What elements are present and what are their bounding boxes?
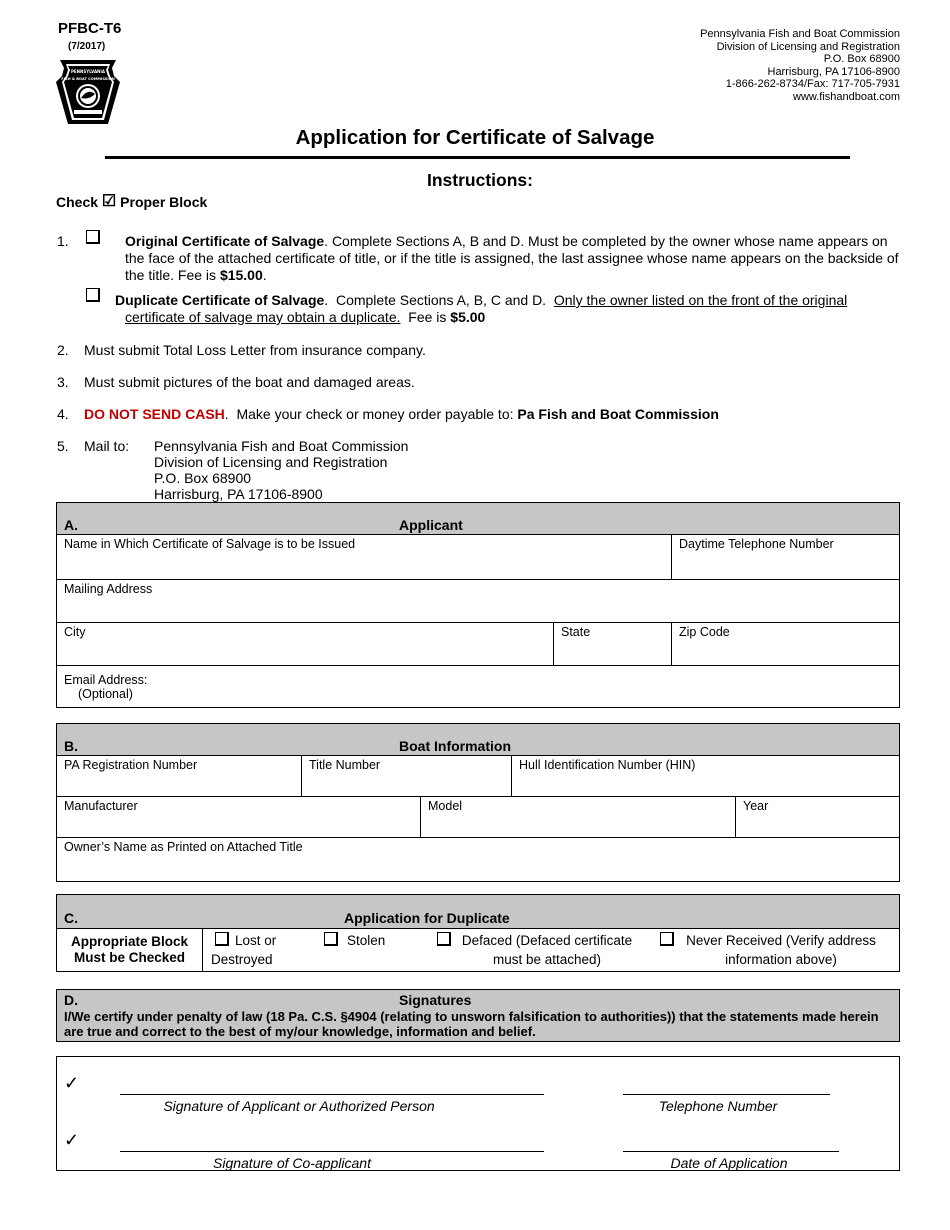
agency-line: 1-866-262-8734/Fax: 717-705-7931 (725, 78, 900, 91)
item-payment (84, 406, 719, 423)
item-number: 2. (57, 342, 69, 358)
checkmark-icon: ✓ (64, 1073, 80, 1093)
mail-to-address (154, 438, 408, 502)
item-number: 5. (57, 438, 69, 454)
applicant-name-field[interactable] (57, 535, 671, 579)
section-title: Boat Information (399, 738, 511, 754)
block-label: Must be Checked (73, 950, 186, 965)
field-label: Email Address: (64, 673, 148, 687)
form-date: (7/2017) (68, 41, 106, 52)
option-text: Never Received (Verify address (686, 933, 876, 948)
title-divider (105, 156, 850, 159)
item-original-salvage (125, 233, 900, 284)
item-pictures: Must submit pictures of the boat and damaged areas. (84, 374, 415, 390)
option-text: Destroyed (211, 952, 273, 967)
agency-line: Pennsylvania Fish and Boat Commission (700, 28, 900, 40)
item1-fee: $15.00 (219, 267, 263, 283)
field-label: Manufacturer (64, 799, 138, 813)
checked-box-icon: ☑ (101, 193, 117, 210)
field-label: Zip Code (679, 625, 730, 639)
manufacturer-field[interactable] (57, 797, 420, 837)
section-letter: D. (64, 992, 78, 1008)
mailing-address-field[interactable] (57, 580, 899, 622)
owner-name-field[interactable] (57, 838, 899, 881)
block-label: Appropriate Block (70, 934, 189, 949)
boat-row-owner (57, 838, 899, 881)
item1b-text: . Complete Sections A, B, C and D. (324, 292, 554, 308)
field-label: Owner’s Name as Printed on Attached Title (64, 840, 303, 854)
item-duplicate-salvage (115, 292, 847, 309)
field-label: City (64, 625, 86, 639)
item-loss-letter: Must submit Total Loss Letter from insurance company. (84, 342, 426, 358)
section-letter: A. (64, 517, 78, 533)
zip-code-field[interactable] (671, 623, 899, 665)
co-applicant-signature-label: Signature of Co-applicant (213, 1155, 371, 1171)
daytime-phone-field[interactable] (671, 535, 899, 579)
checkmark-icon: ✓ (64, 1130, 80, 1150)
never-received-label (677, 931, 885, 969)
check-suffix: Proper Block (120, 194, 208, 210)
mail-line: Pennsylvania Fish and Boat Commission (154, 438, 409, 454)
registration-number-field[interactable] (57, 756, 301, 796)
section-letter: B. (64, 738, 78, 754)
section-header (57, 503, 899, 535)
field-label: Title Number (309, 758, 381, 772)
field-label: Model (428, 799, 463, 813)
lost-destroyed-label (211, 931, 276, 969)
email-field[interactable] (57, 666, 899, 707)
duplicate-reason-row (57, 929, 899, 972)
item-number: 1. (57, 233, 69, 249)
item-duplicate-salvage-cont (125, 309, 485, 326)
duplicate-salvage-checkbox[interactable] (86, 288, 100, 302)
item1b-fee: $5.00 (450, 309, 486, 325)
keystone-logo-icon (56, 58, 120, 124)
agency-line: Harrisburg, PA 17106-8900 (767, 65, 900, 78)
mail-to-label: Mail to: (84, 438, 130, 454)
section-application-duplicate (56, 894, 900, 972)
section-applicant (56, 502, 900, 708)
check-proper-block (56, 192, 207, 212)
applicant-row-address (57, 580, 899, 623)
state-field[interactable] (553, 623, 671, 665)
field-label: Daytime Telephone Number (679, 537, 834, 551)
item-number: 4. (57, 406, 69, 422)
city-field[interactable] (57, 623, 553, 665)
section-title: Applicant (399, 517, 463, 533)
logo-text-top: PENNSYLVANIA (71, 69, 105, 74)
check-prefix: Check (56, 194, 99, 210)
date-line[interactable] (623, 1151, 839, 1152)
agency-line: P.O. Box 68900 (823, 53, 900, 66)
signature-block (56, 1056, 900, 1171)
section-title: Application for Duplicate (344, 910, 510, 926)
mail-line: Division of Licensing and Registration (154, 454, 388, 470)
option-text: must be attached) (492, 952, 602, 967)
agency-address (700, 28, 900, 104)
date-label: Date of Application (670, 1155, 788, 1171)
logo-text-mid: FISH & BOAT COMMISSION (61, 77, 115, 81)
applicant-signature-line[interactable] (120, 1094, 544, 1095)
boat-row-make (57, 797, 899, 838)
co-applicant-signature-line[interactable] (120, 1151, 544, 1152)
section-signatures-header (56, 989, 900, 1042)
no-cash-warning: DO NOT SEND CASH (84, 406, 225, 422)
field-label: State (561, 625, 591, 639)
agency-line: Division of Licensing and Registration (716, 40, 900, 53)
hin-field[interactable] (511, 756, 899, 796)
stolen-checkbox[interactable] (324, 932, 338, 946)
applicant-row-email (57, 666, 899, 707)
applicant-row-city (57, 623, 899, 666)
field-label: Name in Which Certificate of Salvage is to be Issued (64, 537, 356, 551)
item1b-underline-2: certificate of salvage may obtain a duplicate. (125, 309, 401, 325)
option-text: information above) (725, 952, 837, 967)
applicant-signature-label: Signature of Applicant or Authorized Person (163, 1098, 435, 1114)
section-boat-information (56, 723, 900, 882)
page-title: Application for Certificate of Salvage (295, 126, 655, 149)
stolen-label: Stolen (347, 933, 386, 948)
payee: Pa Fish and Boat Commission (517, 406, 719, 422)
field-label: Hull Identification Number (HIN) (519, 758, 696, 772)
defaced-checkbox[interactable] (437, 932, 451, 946)
mail-line: P.O. Box 68900 (154, 470, 252, 486)
model-field[interactable] (420, 797, 735, 837)
boat-row-ids (57, 756, 899, 797)
defaced-label (455, 931, 639, 969)
telephone-label: Telephone Number (658, 1098, 778, 1114)
mail-line: Harrisburg, PA 17106-8900 (154, 486, 323, 502)
item1-end: . (262, 267, 267, 283)
agency-line: www.fishandboat.com (793, 90, 900, 103)
original-salvage-checkbox[interactable] (86, 230, 100, 244)
never-received-checkbox[interactable] (660, 932, 674, 946)
block-instruction (57, 929, 203, 972)
field-note: (Optional) (78, 687, 133, 701)
form-code: PFBC-T6 (58, 20, 122, 37)
applicant-row-name (57, 535, 899, 580)
field-label: PA Registration Number (64, 758, 198, 772)
year-field[interactable] (735, 797, 899, 837)
title-number-field[interactable] (301, 756, 511, 796)
field-label: Year (743, 799, 769, 813)
section-header (57, 724, 899, 756)
section-letter: C. (64, 910, 78, 926)
option-text: Lost or (235, 933, 277, 948)
instructions-heading: Instructions: (427, 170, 533, 190)
section-title: Signatures (399, 992, 472, 1008)
item1-bold: Original Certificate of Salvage (125, 233, 325, 249)
item1b-fee-label: Fee is (400, 309, 451, 325)
option-text: Defaced (Defaced certificate (461, 933, 633, 948)
item1b-bold: Duplicate Certificate of Salvage (115, 292, 325, 308)
telephone-line[interactable] (623, 1094, 830, 1095)
item4-text: . Make your check or money order payable to: (224, 406, 518, 422)
item1b-underline-1: Only the owner listed on the front of the original (553, 292, 848, 308)
item1-text: . Complete Sections A, B and D. Must be completed by the owner whose name appears on the face of the attached certificate of title, or if the title is assigned, the last assignee whose name appears on the backside of the title. Fee is (125, 233, 899, 283)
item-number: 3. (57, 374, 69, 390)
certification-statement: I/We certify under penalty of law (18 Pa. C.S. §4904 (relating to unsworn falsification to authorities)) that the statements made herein are true and correct to the best of my/our knowledge, information and belief. (64, 1009, 879, 1039)
section-header (57, 895, 899, 929)
field-label: Mailing Address (64, 582, 153, 596)
